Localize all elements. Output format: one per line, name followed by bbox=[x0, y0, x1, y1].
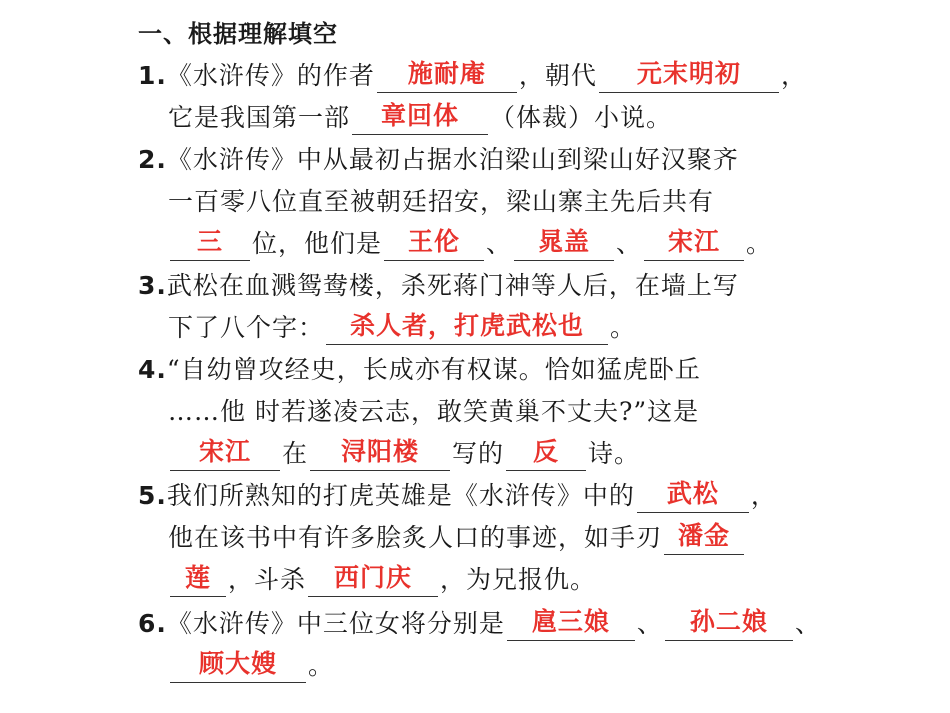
answer-text: 宋江 bbox=[198, 437, 251, 466]
question-text: 一百零八位直至被朝廷招安，梁山寨主先后共有 bbox=[168, 187, 715, 216]
question-2-line-1 bbox=[138, 140, 739, 180]
answer-text: 反 bbox=[533, 437, 560, 466]
question-text: ， bbox=[780, 61, 807, 90]
question-number: 6. bbox=[138, 609, 167, 638]
answer-text: 莲 bbox=[184, 563, 211, 592]
question-text: ，为兄报仇。 bbox=[440, 565, 597, 594]
question-3-line-1 bbox=[138, 266, 739, 306]
answer-blank[interactable] bbox=[506, 430, 586, 471]
answer-blank[interactable] bbox=[170, 430, 280, 471]
question-2-line-2 bbox=[168, 182, 714, 222]
question-text: 下了八个字： bbox=[168, 313, 325, 342]
question-text: 、 bbox=[636, 609, 663, 638]
answer-blank[interactable] bbox=[664, 514, 744, 555]
answer-text: 孙二娘 bbox=[689, 607, 768, 636]
answer-text: 西门庆 bbox=[334, 563, 413, 592]
answer-blank[interactable] bbox=[310, 430, 450, 471]
answer-text: 武松 bbox=[666, 479, 719, 508]
question-text: 。 bbox=[746, 229, 773, 258]
answer-text: 王伦 bbox=[408, 227, 461, 256]
question-text: 、 bbox=[486, 229, 513, 258]
question-4-line-3 bbox=[168, 434, 640, 474]
question-text: 他在该书中有许多脍炙人口的事迹，如手刃 bbox=[168, 523, 663, 552]
answer-text: 顾大嫂 bbox=[198, 649, 277, 678]
question-6-line-2 bbox=[168, 646, 334, 686]
answer-blank[interactable] bbox=[637, 472, 749, 513]
answer-blank[interactable] bbox=[170, 220, 250, 261]
answer-text: 潘金 bbox=[678, 521, 731, 550]
answer-blank[interactable] bbox=[377, 52, 517, 93]
question-text: 我们所熟知的打虎英雄是《水浒传》中的 bbox=[166, 481, 635, 510]
question-5-line-1 bbox=[138, 476, 777, 516]
question-text: 它是我国第一部 bbox=[168, 103, 351, 132]
answer-blank[interactable] bbox=[507, 600, 635, 641]
answer-text: 扈三娘 bbox=[531, 607, 610, 636]
answer-blank[interactable] bbox=[170, 642, 306, 683]
question-text: 写的 bbox=[452, 439, 505, 468]
question-text: ， bbox=[750, 481, 777, 510]
question-text: ，斗杀 bbox=[228, 565, 307, 594]
answer-blank[interactable] bbox=[384, 220, 484, 261]
question-text: 《水浒传》的作者 bbox=[166, 61, 375, 90]
question-text: ……他 时若遂凌云志，敢笑黄巢不丈夫?”这是 bbox=[168, 397, 700, 426]
answer-blank[interactable] bbox=[665, 600, 793, 641]
question-text: 《水浒传》中从最初占据水泊梁山到梁山好汉聚齐 bbox=[166, 145, 739, 174]
question-5-line-3 bbox=[168, 560, 596, 600]
question-text: 武松在血溅鸳鸯楼，杀死蒋门神等人后，在墙上写 bbox=[166, 271, 739, 300]
question-1-line-1 bbox=[138, 56, 807, 96]
question-4-line-1 bbox=[138, 350, 701, 390]
question-6-line-1 bbox=[138, 604, 821, 644]
answer-blank[interactable] bbox=[644, 220, 744, 261]
answer-text: 三 bbox=[196, 227, 223, 256]
question-text: 诗。 bbox=[588, 439, 641, 468]
answer-text: 宋江 bbox=[668, 227, 721, 256]
question-number: 4. bbox=[138, 355, 167, 384]
answer-text: 章回体 bbox=[381, 101, 460, 130]
question-text: 。 bbox=[610, 313, 637, 342]
answer-blank[interactable] bbox=[599, 52, 779, 93]
answer-blank[interactable] bbox=[170, 556, 226, 597]
answer-text: 浔阳楼 bbox=[341, 437, 420, 466]
question-text: ，朝代 bbox=[518, 61, 597, 90]
answer-text: 杀人者，打虎武松也 bbox=[350, 311, 585, 340]
question-number: 2. bbox=[138, 145, 167, 174]
answer-blank[interactable] bbox=[326, 304, 608, 345]
question-text: 在 bbox=[282, 439, 309, 468]
answer-text: 晁盖 bbox=[538, 227, 591, 256]
question-3-line-2 bbox=[168, 308, 636, 348]
question-text: 《水浒传》中三位女将分别是 bbox=[166, 609, 505, 638]
question-text: 、 bbox=[794, 609, 821, 638]
question-text: 、 bbox=[616, 229, 643, 258]
answer-text: 施耐庵 bbox=[407, 59, 486, 88]
answer-blank[interactable] bbox=[514, 220, 614, 261]
question-text: （体裁）小说。 bbox=[490, 103, 673, 132]
question-5-line-2 bbox=[168, 518, 746, 558]
answer-text: 元末明初 bbox=[636, 59, 741, 88]
question-number: 3. bbox=[138, 271, 167, 300]
question-4-line-2 bbox=[168, 392, 699, 432]
question-2-line-3 bbox=[168, 224, 772, 264]
question-number: 5. bbox=[138, 481, 167, 510]
question-text: 。 bbox=[308, 651, 335, 680]
answer-blank[interactable] bbox=[308, 556, 438, 597]
answer-blank[interactable] bbox=[352, 94, 488, 135]
question-1-line-2 bbox=[168, 98, 672, 138]
question-number: 1. bbox=[138, 61, 167, 90]
question-text: “自幼曾攻经史，长成亦有权谋。恰如猛虎卧丘 bbox=[166, 355, 701, 384]
question-text: 位，他们是 bbox=[252, 229, 383, 258]
section-title: 一、根据理解填空 bbox=[138, 20, 338, 48]
